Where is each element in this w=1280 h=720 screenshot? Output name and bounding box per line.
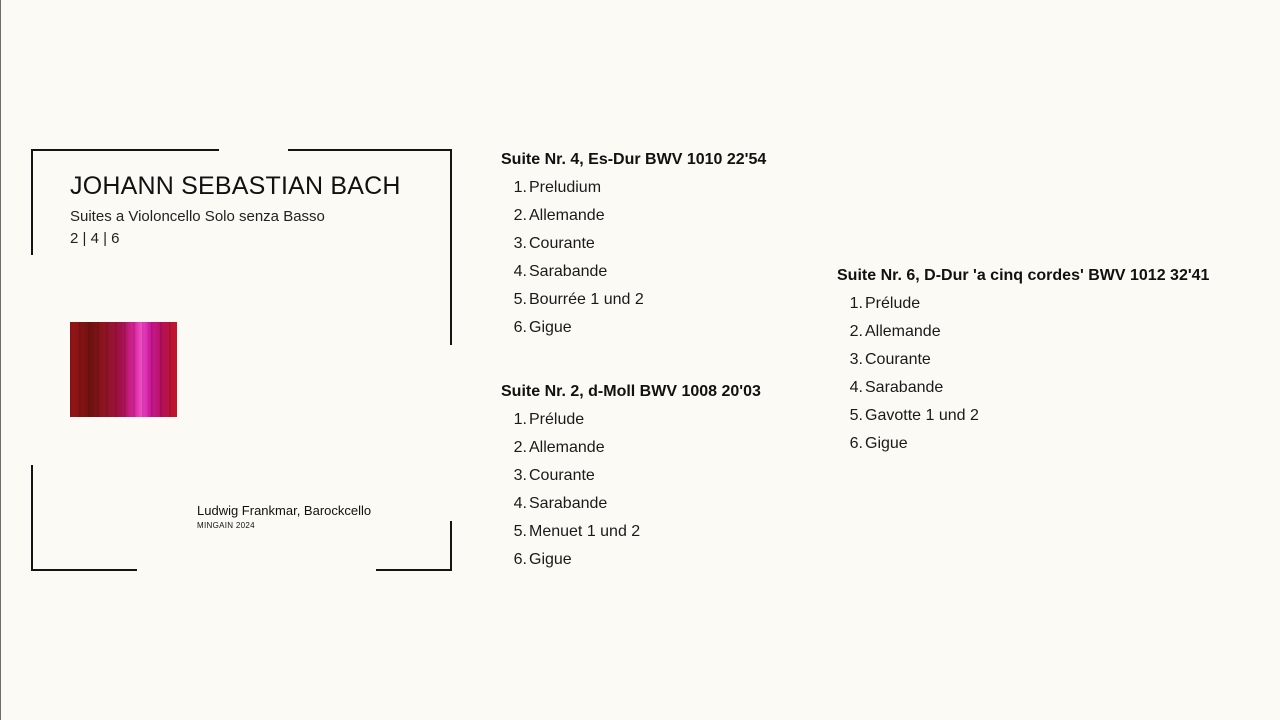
track-number: 6. bbox=[513, 551, 527, 568]
suite-title: Suite Nr. 6, D-Dur 'a cinq cordes' BWV 1012 32'41 bbox=[837, 267, 1210, 284]
track-number: 4. bbox=[849, 379, 863, 396]
track-item bbox=[837, 346, 1209, 374]
cover-suite-numbers: 2 | 4 | 6 bbox=[70, 230, 120, 247]
suite-title: Suite Nr. 4, Es-Dur BWV 1010 22'54 bbox=[501, 151, 767, 168]
track-name: Allemande bbox=[529, 439, 605, 456]
track-item bbox=[501, 518, 761, 546]
track-item bbox=[837, 402, 1209, 430]
cover-frame-bottom bbox=[31, 569, 137, 571]
track-number: 3. bbox=[513, 467, 527, 484]
track-name: Sarabande bbox=[529, 495, 608, 512]
track-item bbox=[501, 406, 761, 434]
track-number: 2. bbox=[513, 207, 527, 224]
track-item bbox=[501, 434, 761, 462]
track-number: 5. bbox=[513, 291, 527, 308]
cover-frame-bottom bbox=[376, 569, 452, 571]
track-name: Gigue bbox=[865, 435, 908, 452]
track-name: Prélude bbox=[529, 411, 585, 428]
track-number: 4. bbox=[513, 263, 527, 280]
track-number: 2. bbox=[849, 323, 863, 340]
track-number: 1. bbox=[513, 179, 527, 196]
track-number: 5. bbox=[849, 407, 863, 424]
suite-title: Suite Nr. 2, d-Moll BWV 1008 20'03 bbox=[501, 383, 761, 400]
track-number: 3. bbox=[513, 235, 527, 252]
track-number: 2. bbox=[513, 439, 527, 456]
track-number: 6. bbox=[513, 319, 527, 336]
track-item bbox=[837, 430, 1209, 458]
left-edge-line bbox=[0, 0, 1, 720]
track-item bbox=[837, 374, 1209, 402]
cover-frame-top bbox=[288, 149, 452, 151]
track-name: Menuet 1 und 2 bbox=[529, 523, 641, 540]
track-name: Gavotte 1 und 2 bbox=[865, 407, 979, 424]
cover-frame-left bbox=[31, 465, 33, 571]
track-name: Allemande bbox=[865, 323, 941, 340]
cover-frame-left bbox=[31, 149, 33, 255]
suite-block bbox=[501, 382, 761, 574]
track-name: Prélude bbox=[865, 295, 921, 312]
track-name: Bourrée 1 und 2 bbox=[529, 291, 644, 308]
cover-title: JOHANN SEBASTIAN BACH bbox=[70, 172, 401, 200]
track-number: 1. bbox=[513, 411, 527, 428]
track-list bbox=[837, 290, 1209, 458]
cover-frame-top bbox=[31, 149, 219, 151]
track-item bbox=[501, 286, 766, 314]
track-item bbox=[501, 462, 761, 490]
suite-block bbox=[501, 150, 766, 342]
track-item bbox=[837, 290, 1209, 318]
cover-label: MINGAIN 2024 bbox=[197, 521, 255, 530]
track-name: Preludium bbox=[529, 179, 602, 196]
track-name: Gigue bbox=[529, 551, 572, 568]
cover-frame-right bbox=[450, 521, 452, 571]
track-name: Courante bbox=[865, 351, 931, 368]
cover-frame-right bbox=[450, 149, 452, 345]
suite-block bbox=[837, 266, 1209, 458]
track-number: 3. bbox=[849, 351, 863, 368]
track-list bbox=[501, 406, 761, 574]
track-item bbox=[501, 314, 766, 342]
track-name: Allemande bbox=[529, 207, 605, 224]
track-item bbox=[501, 174, 766, 202]
track-item bbox=[501, 230, 766, 258]
cover-cello-photo bbox=[70, 322, 177, 417]
track-item bbox=[837, 318, 1209, 346]
track-name: Sarabande bbox=[865, 379, 944, 396]
track-name: Courante bbox=[529, 467, 595, 484]
track-item bbox=[501, 202, 766, 230]
track-list bbox=[501, 174, 766, 342]
track-name: Sarabande bbox=[529, 263, 608, 280]
track-item bbox=[501, 546, 761, 574]
track-item bbox=[501, 258, 766, 286]
track-name: Courante bbox=[529, 235, 595, 252]
cover-artist: Ludwig Frankmar, Barockcello bbox=[197, 503, 372, 518]
cover-subtitle: Suites a Violoncello Solo senza Basso bbox=[70, 208, 325, 225]
track-number: 1. bbox=[849, 295, 863, 312]
track-number: 6. bbox=[849, 435, 863, 452]
track-item bbox=[501, 490, 761, 518]
track-name: Gigue bbox=[529, 319, 572, 336]
track-number: 4. bbox=[513, 495, 527, 512]
track-number: 5. bbox=[513, 523, 527, 540]
